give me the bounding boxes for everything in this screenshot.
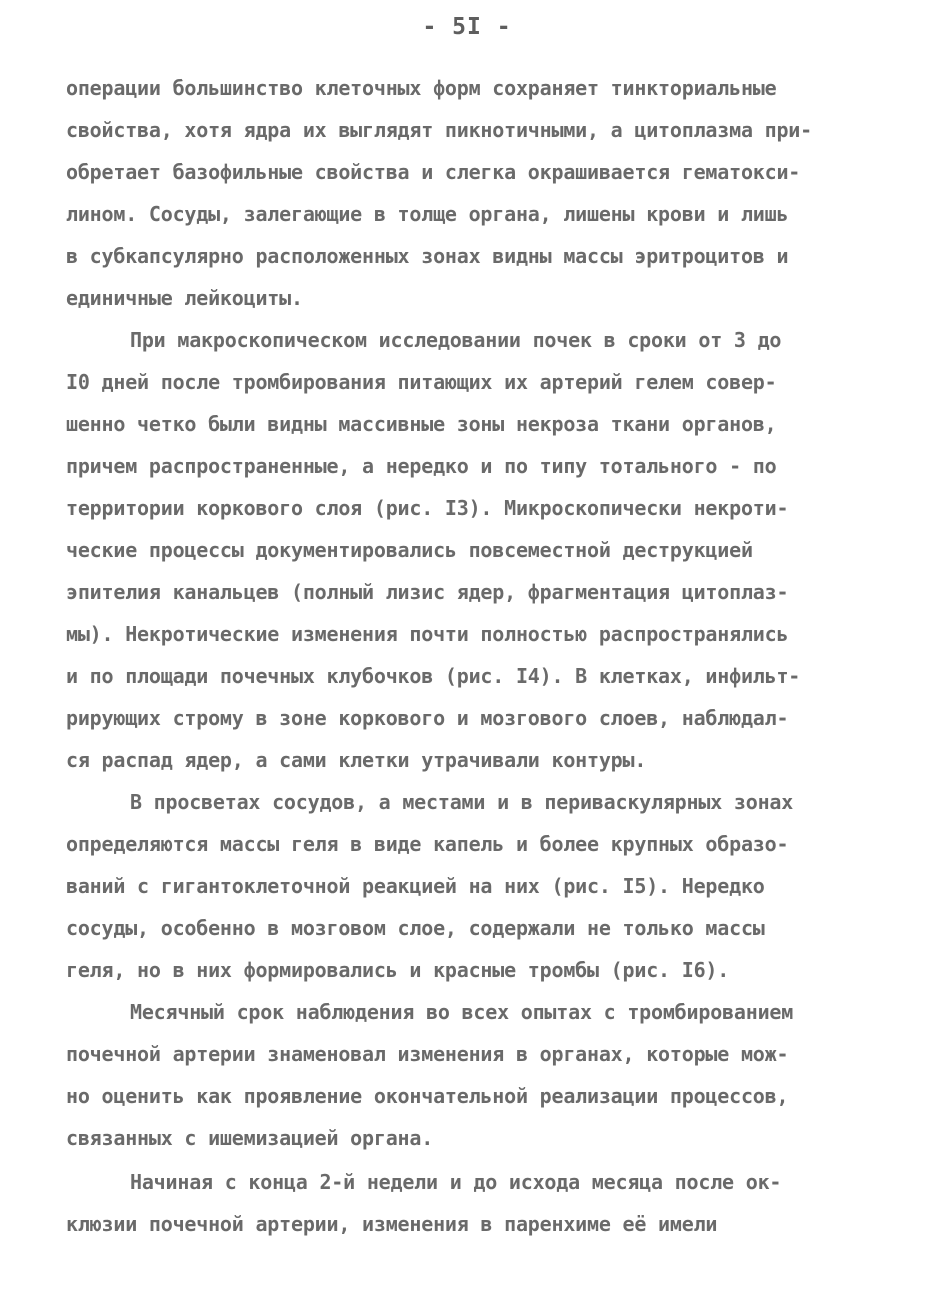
text-line: свойства, хотя ядра их выглядят пикнотичными, а цитоплазма при- — [66, 118, 812, 142]
text-line: клюзии почечной артерии, изменения в паренхиме её имели — [66, 1212, 718, 1236]
paragraph-first-line: В просветах сосудов, а местами и в периваскулярных зонах — [130, 790, 794, 814]
text-line: определяются массы геля в виде капель и более крупных образо- — [66, 832, 789, 856]
text-line: лином. Сосуды, залегающие в толще органа, лишены крови и лишь — [66, 202, 789, 226]
paragraph-first-line: При макроскопическом исследовании почек в сроки от 3 до — [130, 328, 782, 352]
text-line: территории коркового слоя (рис. I3). Микроскопически некроти- — [66, 496, 789, 520]
text-line: причем распространенные, а нередко и по типу тотального - по — [66, 454, 777, 478]
text-line: I0 дней после тромбирования питающих их артерий гелем совер- — [66, 370, 777, 394]
text-line: операции большинство клеточных форм сохраняет тинкториальные — [66, 76, 777, 100]
text-line: мы). Некротические изменения почти полностью распространялись — [66, 622, 789, 646]
paragraph-first-line: Месячный срок наблюдения во всех опытах с тромбированием — [130, 1000, 794, 1024]
text-line: обретает базофильные свойства и слегка окрашивается гематокси- — [66, 160, 801, 184]
text-line: но оценить как проявление окончательной реализации процессов, — [66, 1084, 789, 1108]
text-line: в субкапсулярно расположенных зонах видны массы эритроцитов и — [66, 244, 789, 268]
text-line: эпителия канальцев (полный лизис ядер, фрагментация цитоплаз- — [66, 580, 789, 604]
text-line: почечной артерии знаменовал изменения в органах, которые мож- — [66, 1042, 789, 1066]
text-line: и по площади почечных клубочков (рис. I4). В клетках, инфильт- — [66, 664, 801, 688]
text-line: ваний с гигантоклеточной реакцией на них (рис. I5). Нередко — [66, 874, 765, 898]
text-line: сосуды, особенно в мозговом слое, содержали не только массы — [66, 916, 765, 940]
text-line: шенно четко были видны массивные зоны некроза ткани органов, — [66, 412, 777, 436]
text-line: рирующих строму в зоне коркового и мозгового слоев, наблюдал- — [66, 706, 789, 730]
paragraph-first-line: Начиная с конца 2-й недели и до исхода месяца после ок- — [130, 1170, 782, 1194]
text-line: геля, но в них формировались и красные тромбы (рис. I6). — [66, 958, 730, 982]
text-line: ся распад ядер, а сами клетки утрачивали контуры. — [66, 748, 647, 772]
page-number: - 5I - — [422, 14, 512, 40]
text-line: единичные лейкоциты. — [66, 286, 303, 310]
text-line: ческие процессы документировались повсеместной деструкцией — [66, 538, 753, 562]
text-line: связанных с ишемизацией органа. — [66, 1126, 434, 1150]
